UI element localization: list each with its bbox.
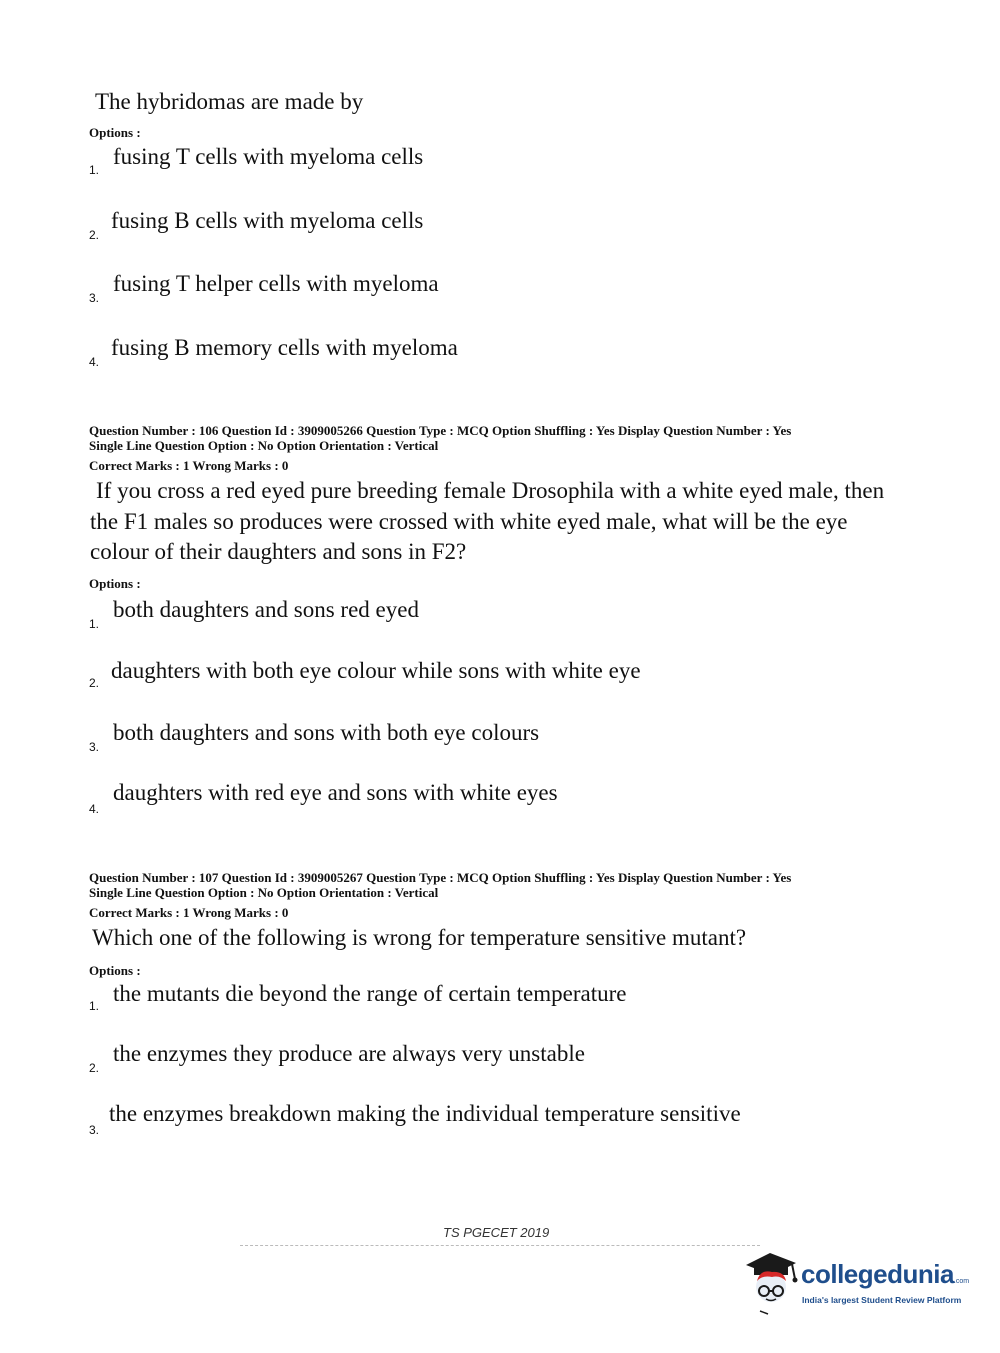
question-106-text-line-3: colour of their daughters and sons in F2? bbox=[90, 539, 467, 564]
logo-domain-suffix: .com bbox=[953, 1278, 970, 1285]
question-105-option-4-text: fusing B memory cells with myeloma bbox=[111, 335, 458, 360]
question-105-option-3-text: fusing T helper cells with myeloma bbox=[113, 271, 439, 296]
question-107-text: Which one of the following is wrong for temperature sensitive mutant? bbox=[92, 925, 747, 950]
question-105-option-1-text: fusing T cells with myeloma cells bbox=[113, 144, 424, 169]
question-107-options-label: Options : bbox=[89, 963, 141, 978]
question-105-options-label: Options : bbox=[89, 125, 141, 140]
footer-exam-name: TS PGECET 2019 bbox=[443, 1225, 550, 1240]
mascot-icon bbox=[740, 1247, 802, 1317]
question-107-option-3-number: 3. bbox=[89, 1123, 100, 1137]
question-106-text-line-1: If you cross a red eyed pure breeding female Drosophila with a white eyed male, then bbox=[96, 478, 885, 503]
question-106-option-1-number: 1. bbox=[89, 617, 100, 631]
question-106-option-3-number: 3. bbox=[89, 740, 100, 754]
question-106-marks: Correct Marks : 1 Wrong Marks : 0 bbox=[89, 458, 289, 473]
logo-name: collegedunia bbox=[801, 1259, 954, 1289]
question-107-option-2-number: 2. bbox=[89, 1061, 100, 1075]
question-106-option-4-number: 4. bbox=[89, 802, 100, 816]
question-105-option-1-number: 1. bbox=[89, 163, 100, 177]
question-106-options-label: Options : bbox=[89, 576, 141, 591]
question-106-option-3-text: both daughters and sons with both eye colours bbox=[113, 720, 540, 745]
question-106-option-1-text: both daughters and sons red eyed bbox=[113, 597, 419, 622]
question-105-option-2-text: fusing B cells with myeloma cells bbox=[111, 208, 424, 233]
question-106-text-line-2: the F1 males so produces were crossed with white eyed male, what will be the eye bbox=[90, 509, 848, 534]
question-105-option-2-number: 2. bbox=[89, 228, 100, 242]
question-107-option-2-text: the enzymes they produce are always very unstable bbox=[113, 1041, 585, 1066]
question-107-meta-line-1: Question Number : 107 Question Id : 3909005267 Question Type : MCQ Option Shuffling : Yes Display Question Number : Yes bbox=[89, 870, 792, 885]
question-107-option-1-text: the mutants die beyond the range of certain temperature bbox=[113, 981, 627, 1006]
question-106-meta-line-1: Question Number : 106 Question Id : 3909005266 Question Type : MCQ Option Shuffling : Yes Display Question Number : Yes bbox=[89, 423, 792, 438]
question-105-option-4-number: 4. bbox=[89, 355, 100, 369]
question-106-meta-line-2: Single Line Question Option : No Option Orientation : Vertical bbox=[89, 438, 439, 453]
footer-divider bbox=[240, 1245, 760, 1246]
question-107-marks: Correct Marks : 1 Wrong Marks : 0 bbox=[89, 905, 289, 920]
question-107-meta-line-2: Single Line Question Option : No Option Orientation : Vertical bbox=[89, 885, 439, 900]
question-106-option-4-text: daughters with red eye and sons with white eyes bbox=[113, 780, 558, 805]
collegedunia-logo bbox=[740, 1247, 975, 1317]
question-107-option-3-text: the enzymes breakdown making the individual temperature sensitive bbox=[109, 1101, 741, 1126]
question-105-option-3-number: 3. bbox=[89, 291, 100, 305]
question-107-option-1-number: 1. bbox=[89, 999, 100, 1013]
question-105-text: The hybridomas are made by bbox=[95, 89, 364, 114]
question-106-option-2-text: daughters with both eye colour while sons with white eye bbox=[111, 658, 641, 683]
logo-tagline: India's largest Student Review Platform bbox=[802, 1295, 962, 1305]
question-106-option-2-number: 2. bbox=[89, 676, 100, 690]
